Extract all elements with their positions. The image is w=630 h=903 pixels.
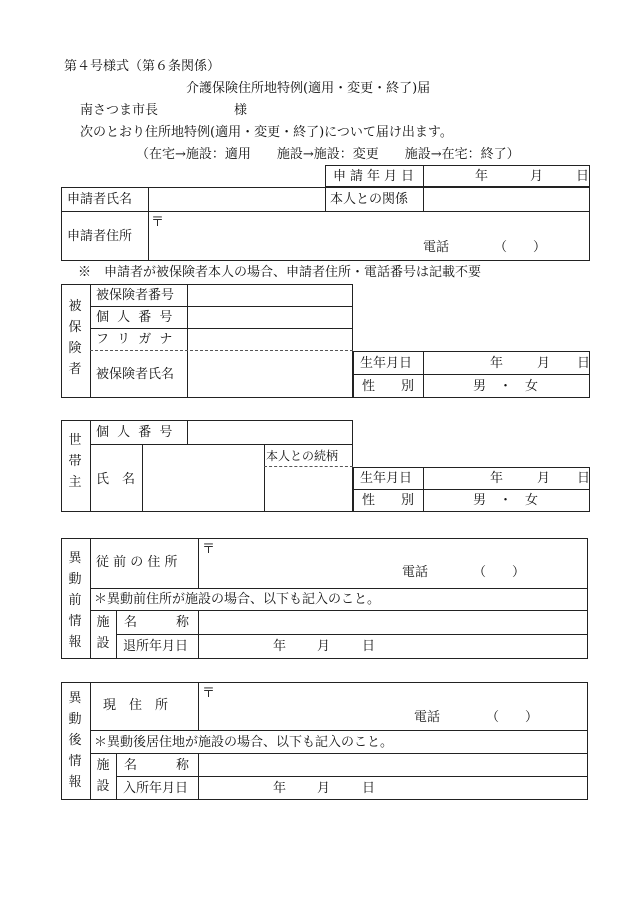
- before-move-facility-name-label: 名 称: [124, 615, 190, 630]
- application-date-month[interactable]: 月: [530, 169, 544, 184]
- household-gender-label: 性 別: [362, 493, 415, 508]
- household-birth-label: 生年月日: [360, 471, 413, 486]
- insured-birth-month[interactable]: 月: [537, 356, 551, 371]
- household-relation-field[interactable]: [268, 474, 348, 504]
- after-move-address-label: 現 住 所: [103, 698, 169, 713]
- insured-name-field[interactable]: [192, 362, 348, 386]
- applicant-postal-mark[interactable]: 〒: [151, 215, 165, 230]
- after-move-date-year[interactable]: 年: [273, 781, 287, 796]
- insured-birth-year[interactable]: 年: [490, 356, 504, 371]
- before-move-phone-label: 電話: [402, 565, 429, 580]
- application-date-label: 申請年月日: [333, 169, 419, 184]
- applicant-relation-label: 本人との関係: [330, 192, 409, 207]
- applicant-name-label: 申請者氏名: [67, 192, 133, 207]
- household-birth-year[interactable]: 年: [490, 471, 504, 486]
- application-date-year[interactable]: 年: [475, 169, 489, 184]
- before-move-phone-field[interactable]: （ ）: [473, 565, 526, 580]
- honorific: 様: [234, 103, 248, 118]
- applicant-address-label: 申請者住所: [67, 229, 133, 244]
- applicant-note: ※ 申請者が被保険者本人の場合、申請者住所・電話番号は記載不要: [78, 265, 482, 280]
- after-move-note: ＊異動後居住地が施設の場合、以下も記入のこと。: [94, 735, 394, 750]
- insured-personal-number-label: 個 人 番 号: [96, 310, 175, 325]
- insured-gender-options[interactable]: 男 ・ 女: [473, 379, 539, 394]
- application-date-day[interactable]: 日: [576, 169, 590, 184]
- insured-birth-day[interactable]: 日: [577, 356, 591, 371]
- form-title: 介護保険住所地特例(適用・変更・終了)届: [186, 81, 431, 96]
- before-move-address-label: 従 前 の 住 所: [96, 555, 178, 570]
- after-move-phone-field[interactable]: （ ）: [486, 710, 539, 725]
- household-personal-number-label: 個 人 番 号: [96, 425, 175, 440]
- after-move-section-label: 異動後情報: [68, 691, 82, 790]
- case-legend: （在宅→施設：適用 施設→施設：変更 施設→在宅：終了）: [136, 147, 520, 162]
- household-birth-month[interactable]: 月: [537, 471, 551, 486]
- after-move-phone-label: 電話: [414, 710, 441, 725]
- insured-furigana-label: フ リ ガ ナ: [96, 332, 175, 347]
- before-move-date-day[interactable]: 日: [362, 639, 376, 654]
- household-name-field[interactable]: [147, 458, 259, 498]
- insured-number-label: 被保険者番号: [96, 288, 175, 303]
- household-section-label: 世帯主: [68, 433, 82, 490]
- before-move-section-label: 異動前情報: [68, 551, 82, 650]
- insured-furigana-field[interactable]: [192, 333, 348, 347]
- after-move-date-month[interactable]: 月: [317, 781, 331, 796]
- intro-text: 次のとおり住所地特例(適用・変更・終了)について届け出ます。: [80, 125, 453, 140]
- applicant-relation-field[interactable]: [428, 193, 586, 207]
- insured-personal-number-field[interactable]: [192, 311, 348, 325]
- household-personal-number-field[interactable]: [192, 426, 348, 440]
- before-move-date-year[interactable]: 年: [273, 639, 287, 654]
- before-move-facility-name-field[interactable]: [203, 616, 583, 630]
- after-move-facility-label: 施設: [96, 758, 110, 794]
- addressee: 南さつま市長: [80, 103, 159, 118]
- after-move-facility-name-label: 名 称: [124, 758, 190, 773]
- before-move-date-label: 退所年月日: [123, 639, 189, 654]
- insured-name-label: 被保険者氏名: [96, 367, 175, 382]
- form-number: 第４号様式（第６条関係）: [64, 59, 221, 74]
- before-move-note: ＊異動前住所が施設の場合、以下も記入のこと。: [94, 592, 381, 607]
- household-name-label: 氏 名: [96, 472, 136, 487]
- household-relation-label: 本人との続柄: [266, 449, 339, 463]
- before-move-date-month[interactable]: 月: [317, 639, 331, 654]
- insured-gender-label: 性 別: [362, 379, 415, 394]
- insured-number-field[interactable]: [192, 289, 348, 303]
- before-move-postal-mark[interactable]: 〒: [202, 542, 216, 557]
- applicant-name-field[interactable]: [155, 193, 320, 207]
- after-move-postal-mark[interactable]: 〒: [202, 686, 216, 701]
- insured-section-label: 被保険者: [68, 299, 82, 377]
- after-move-date-day[interactable]: 日: [362, 781, 376, 796]
- after-move-date-label: 入所年月日: [123, 781, 189, 796]
- applicant-phone-field[interactable]: （ ）: [494, 240, 547, 255]
- before-move-facility-label: 施設: [96, 615, 110, 651]
- household-birth-day[interactable]: 日: [577, 471, 591, 486]
- household-gender-options[interactable]: 男 ・ 女: [473, 493, 539, 508]
- applicant-phone-label: 電話: [423, 240, 450, 255]
- after-move-facility-name-field[interactable]: [203, 759, 583, 773]
- insured-birth-label: 生年月日: [360, 356, 413, 371]
